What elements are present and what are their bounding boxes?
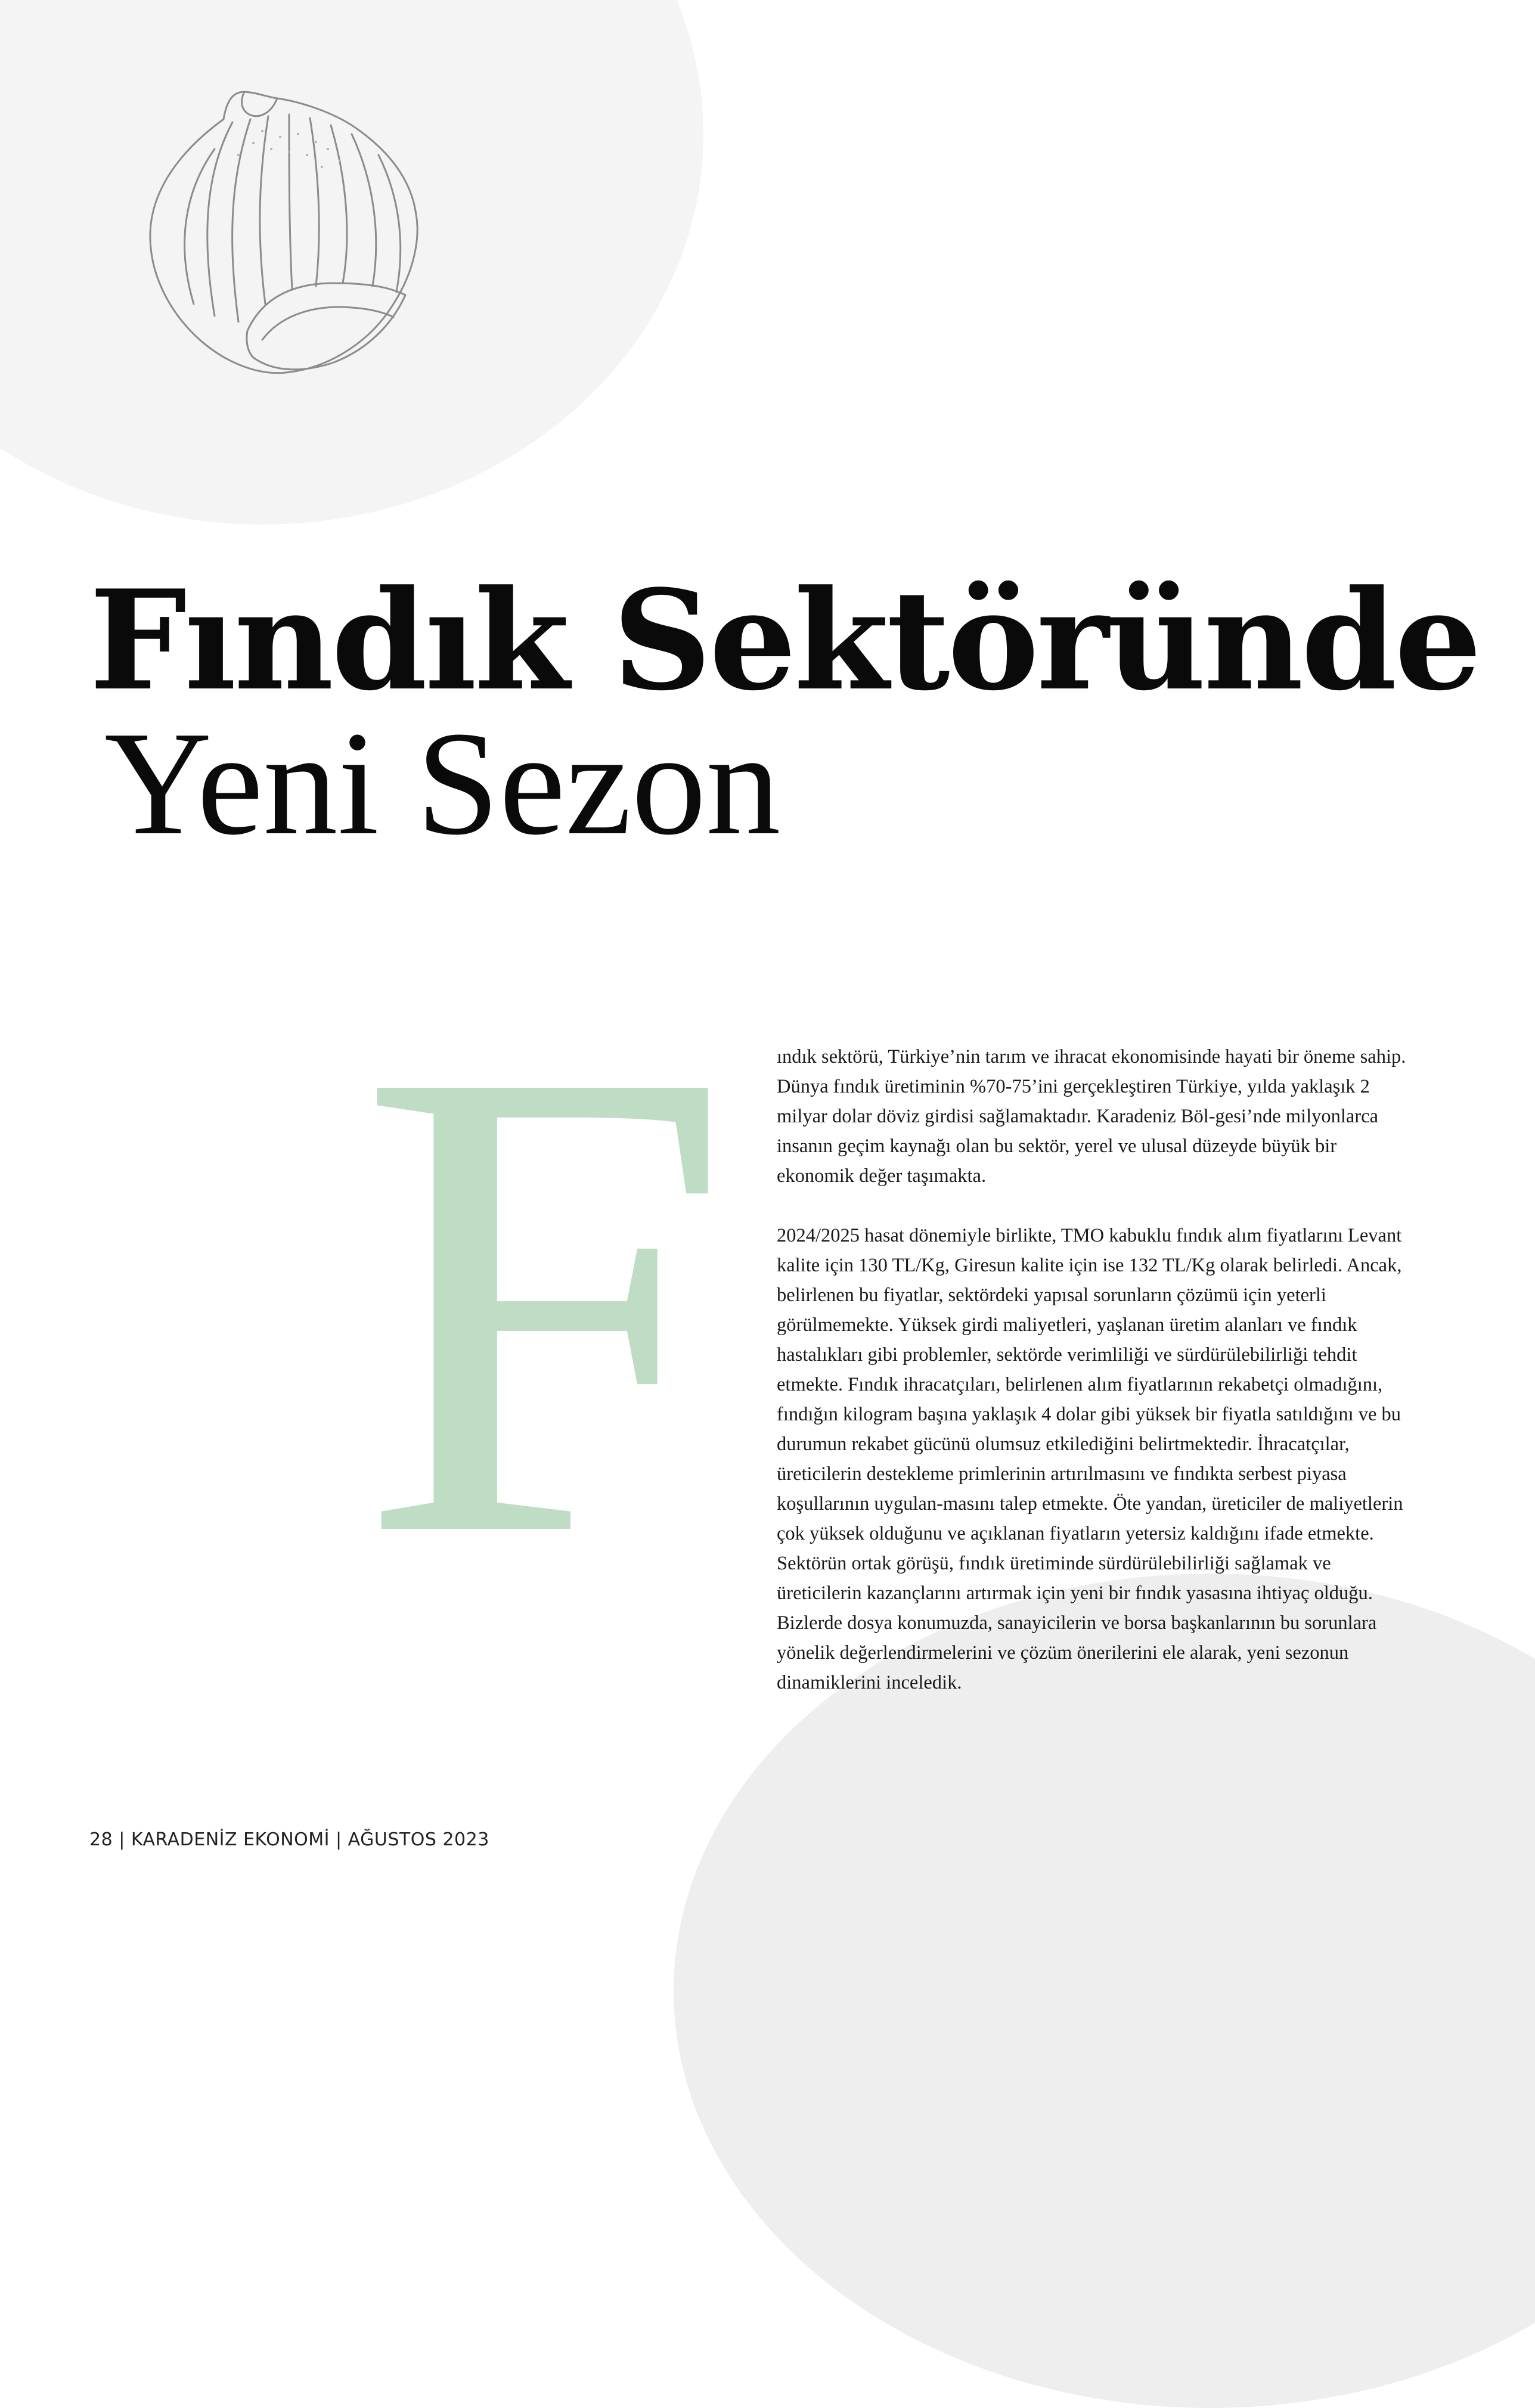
article-paragraph-2: 2024/2025 hasat dönemiyle birlikte, TMO kabuklu fındık alım fiyatlarını Levant kalite için 130 TL/Kg, Giresun kalite için ise 132 TL/Kg olarak belirledi. Ancak, belirlenen bu fiyatlar, sektördeki yapısal sorunların çözümü için yeterli görülmemekte. Yüksek girdi maliyetleri, yaşlanan üretim alanları ve fındık hastalıkları gibi problemler, sektörde verimliliği ve sürdürülebilirliği tehdit etmekte. Fındık ihracatçıları, belirlenen alım fiyatlarının rekabetçi olmadığını, fındığın kilogram başına yaklaşık 4 dolar gibi yüksek bir fiyatla satıldığını ve bu durumun rekabet gücünü olumsuz etkilediğini belirtmektedir. İhracatçılar, üreticilerin destekleme primlerinin artırılmasını ve fındıkta serbest piyasa koşullarının uygulan-masını talep etmekte. Öte yandan, üreticiler de maliyetlerin çok yüksek olduğunu ve açıklanan fiyatların yetersiz kaldığını ifade etmekte. Sektörün ortak görüşü, fındık üretiminde sürdürülebilirliği sağlamak ve üreticilerin kazançlarını artırmak için yeni bir fındık yasasına ihtiyaç olduğu. Bizlerde dosya konumuzda, sanayicilerin ve borsa başkanlarının bu sorunlara yönelik değerlendirmelerini ve çözüm önerilerini ele alarak, yeni sezonun dinamiklerini inceledik. (777, 1225, 1403, 1693)
headline-line-2: Yeni Sezon (104, 701, 781, 866)
article-body (777, 1042, 1409, 1727)
hazelnut-illustration (143, 77, 453, 387)
headline-line-1: Fındık Sektöründe (89, 560, 1480, 721)
page-footer: 28 | KARADENİZ EKONOMİ | AĞUSTOS 2023 (89, 1829, 489, 1850)
article-paragraph-1: ındık sektörü, Türkiye’nin tarım ve ihracat ekonomisinde hayati bir öneme sahip. Dünya fındık üretiminin %70-75’ini gerçekleştiren Türkiye, yılda yaklaşık 2 milyar dolar döviz girdisi sağlamaktadır. Karadeniz Böl-gesi’nde milyonlarca insanın geçim kaynağı olan bu sektör, yerel ve ulusal düzeyde büyük bir ekonomik değer taşımakta. (777, 1046, 1406, 1187)
drop-cap: F (358, 929, 733, 1675)
